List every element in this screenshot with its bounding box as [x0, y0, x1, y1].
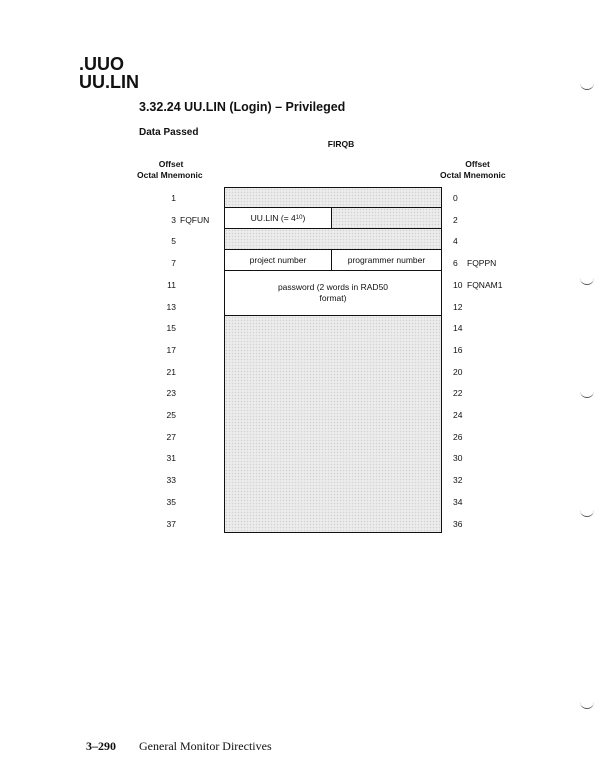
right-offset-2: 4: [453, 236, 458, 246]
left-col-header: [130, 159, 212, 170]
margin-mark: [580, 278, 594, 285]
cell-reserved-area: [224, 315, 442, 533]
right-col-header: [440, 159, 515, 170]
margin-mark: [580, 510, 594, 517]
right-offset-8: 20: [453, 367, 463, 377]
left-offset-6: 15: [166, 323, 176, 333]
margin-mark: [580, 702, 594, 709]
right-offset-10: 24: [453, 410, 463, 420]
right-offset-6: 14: [453, 323, 463, 333]
left-offset-9: 23: [166, 388, 176, 398]
margin-mark: [580, 83, 594, 90]
right-col-header-top: Offset: [465, 159, 490, 169]
right-offset-12: 30: [453, 453, 463, 463]
fqfun-label: UU.LIN (= 4: [250, 213, 296, 223]
cell-fqfun: [224, 207, 332, 229]
right-mnemonic-3: FQPPN: [467, 258, 497, 268]
cell-offset-4: [224, 228, 442, 250]
password-line1: password (2 words in RAD50: [277, 282, 389, 292]
cell-project-number: [224, 249, 332, 271]
chapter-title: General Monitor Directives: [139, 739, 272, 753]
cell-password: [224, 270, 442, 316]
right-offset-11: 26: [453, 432, 463, 442]
right-offset-7: 16: [453, 345, 463, 355]
right-offset-13: 32: [453, 475, 463, 485]
left-offset-14: 35: [166, 497, 176, 507]
firqb-diagram: [224, 187, 442, 533]
right-offset-1: 2: [453, 215, 458, 225]
fqfun-close: ): [302, 213, 306, 223]
cell-offset-0: [224, 187, 442, 208]
left-offset-11: 27: [166, 432, 176, 442]
block-name: FIRQB: [327, 139, 355, 149]
left-offset-13: 33: [166, 475, 176, 485]
header-uuo: .UUO: [79, 54, 124, 74]
right-offset-9: 22: [453, 388, 463, 398]
left-offset-12: 31: [166, 453, 176, 463]
left-offset-15: 37: [166, 519, 176, 529]
fqfun-subscript: 10: [295, 215, 303, 221]
section-subtitle: Data Passed: [139, 127, 199, 138]
left-offset-0: 1: [171, 193, 176, 203]
project-number-label: project number: [249, 255, 307, 265]
cell-programmer-number: [331, 249, 442, 271]
password-line2: format): [319, 293, 347, 303]
right-offset-4: 10: [453, 280, 463, 290]
left-offset-3: 7: [171, 258, 176, 268]
section-title: 3.32.24 UU.LIN (Login) – Privileged: [139, 100, 346, 114]
left-offset-4: 11: [167, 280, 176, 290]
right-offset-5: 12: [453, 302, 463, 312]
left-mnemonic-1: FQFUN: [180, 215, 210, 225]
right-offset-3: 6: [453, 258, 458, 268]
left-offset-8: 21: [166, 367, 176, 377]
right-mnemonic-4: FQNAM1: [467, 280, 503, 290]
page-number: 3–290: [86, 739, 116, 753]
right-offset-14: 34: [453, 497, 463, 507]
left-offset-2: 5: [171, 236, 176, 246]
right-offset-15: 36: [453, 519, 463, 529]
left-offset-7: 17: [166, 345, 176, 355]
programmer-number-label: programmer number: [347, 255, 426, 265]
left-offset-10: 25: [166, 410, 176, 420]
cell-offset-2-high: [331, 207, 442, 229]
right-col-header-bottom: Octal Mnemonic: [440, 170, 506, 180]
margin-mark: [580, 391, 594, 398]
header-uulin: UU.LIN: [79, 72, 139, 92]
left-offset-5: 13: [166, 302, 176, 312]
left-offset-1: 3: [171, 215, 176, 225]
right-offset-0: 0: [453, 193, 458, 203]
left-col-header-top: Offset: [158, 159, 184, 169]
left-col-header-bottom: Octal Mnemonic: [137, 170, 203, 180]
